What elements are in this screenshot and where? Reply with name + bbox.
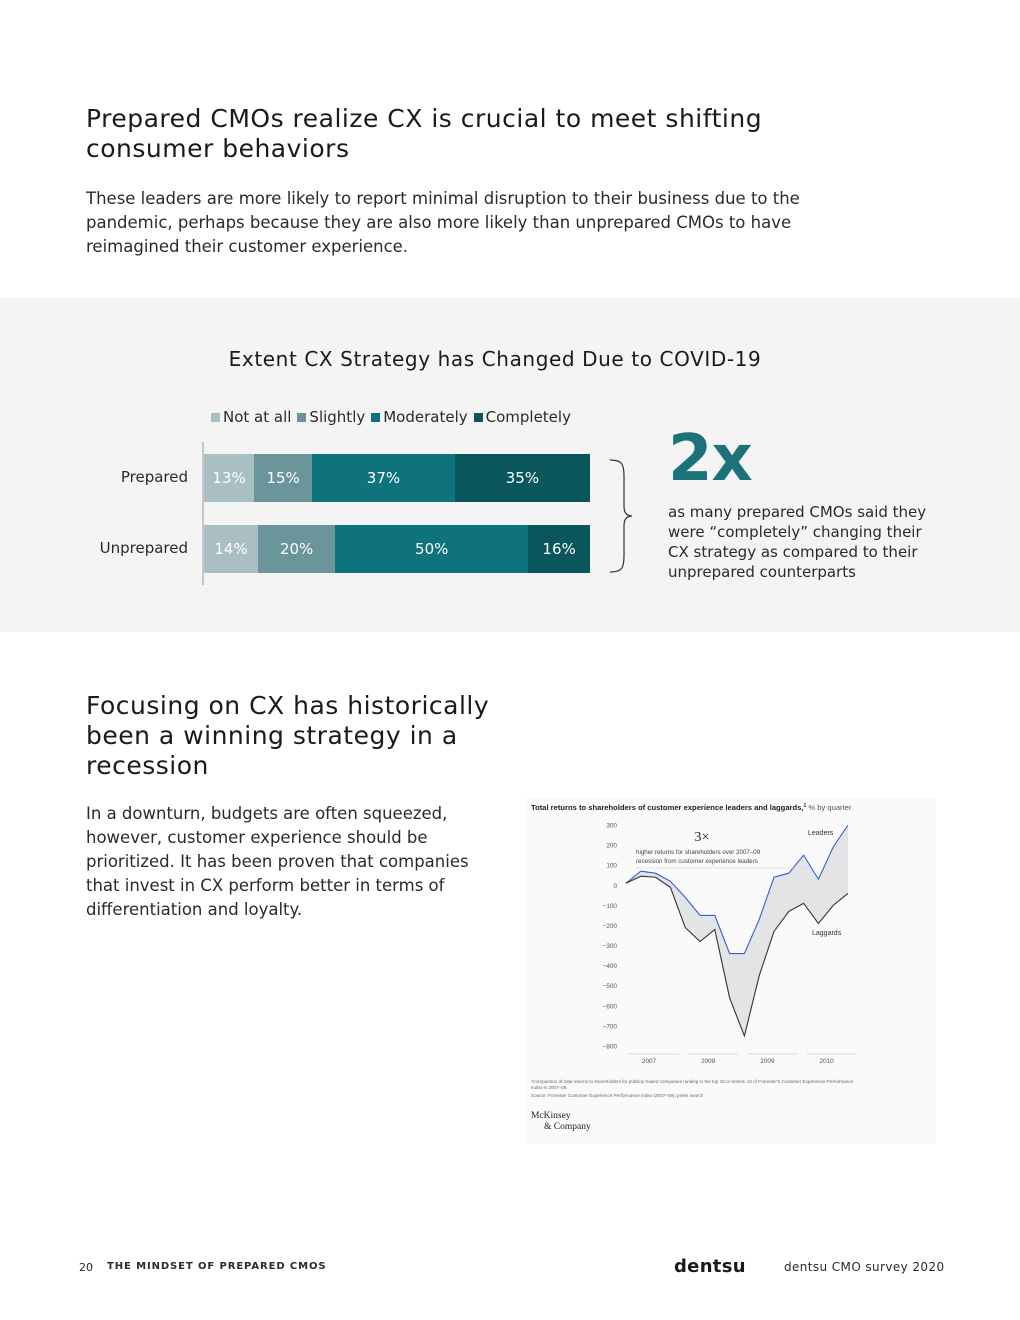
page-number: 20 xyxy=(79,1261,93,1274)
x-tick-label: 2007 xyxy=(641,1058,657,1065)
dentsu-logo: dentsu xyxy=(674,1256,746,1277)
legend-label: Moderately xyxy=(383,408,468,426)
section-intro: These leaders are more likely to report minimal disruption to their business due to the pandemic, perhaps because they are also more likely than unprepared CMOs to have reimagined their customer experience. xyxy=(86,189,800,256)
stat-description: as many prepared CMOs said they were “completely” changing their CX strategy as compared to their unprepared counterparts xyxy=(668,503,927,581)
laggards-label: Laggards xyxy=(812,930,842,937)
bar-segment: 16% xyxy=(528,525,590,573)
bar-segment: 20% xyxy=(258,525,335,573)
legend-swatch xyxy=(297,413,306,422)
section-body-2: In a downturn, budgets are often squeezed, however, customer experience should be prioritized. It has been proven that companies that invest in CX perform better in terms of differentiation and loyalty. xyxy=(86,804,469,919)
x-tick-label: 2008 xyxy=(701,1058,716,1065)
figure-footnote-2: Index in 2007–09. xyxy=(531,1085,568,1090)
brace-icon xyxy=(608,458,634,574)
bar-segment: 14% xyxy=(204,525,258,573)
section-heading-2: Focusing on CX has historically been a winning strategy in a recession xyxy=(86,691,490,780)
figure-callout-big: 3× xyxy=(694,830,710,845)
footer-doc-title: THE MINDSET OF PREPARED CMOS xyxy=(107,1261,327,1272)
figure-title: Total returns to shareholders of customer experience leaders and laggards,$^1$ % by quarter xyxy=(531,803,852,812)
figure-callout-text-2: recession from customer experience leaders xyxy=(636,858,758,865)
legend-swatch xyxy=(371,413,380,422)
legend-item xyxy=(297,408,365,426)
chart-legend xyxy=(211,408,571,426)
y-tick-label: 200 xyxy=(606,842,617,850)
stacked-bar xyxy=(204,525,590,573)
mckinsey-logo: McKinsey xyxy=(531,1111,571,1121)
figure-callout-text-1: higher returns for shareholders over 2007–09 xyxy=(636,849,761,856)
y-tick-label: 300 xyxy=(606,822,617,830)
big-stat: 2x xyxy=(668,422,752,496)
section-heading: Prepared CMOs realize CX is crucial to meet shifting consumer behaviors xyxy=(86,104,763,163)
figure-footnote-1: ¹Comparison of total returns to shareholders for publicly traded companies ranking in the top 10 or bottom 10 of Forrester's Customer Experience Performance xyxy=(531,1079,854,1084)
bar-segment: 37% xyxy=(312,454,455,502)
bar-row-label: Unprepared xyxy=(99,539,188,557)
legend-swatch xyxy=(211,413,220,422)
mckinsey-figure xyxy=(526,798,936,1144)
legend-item xyxy=(211,408,291,426)
legend-item xyxy=(371,408,467,426)
bar-segment: 13% xyxy=(204,454,254,502)
bar-row-label: Prepared xyxy=(120,468,188,486)
bar-segment: 35% xyxy=(455,454,590,502)
y-tick-label: −400 xyxy=(602,963,617,971)
y-tick-label: −700 xyxy=(602,1023,617,1031)
y-tick-label: −200 xyxy=(602,922,617,930)
chart-title: Extent CX Strategy has Changed Due to COVID-19 xyxy=(228,347,762,371)
legend-item xyxy=(474,408,571,426)
y-tick-label: −500 xyxy=(602,983,617,991)
bar-segment: 50% xyxy=(335,525,528,573)
page-footer xyxy=(0,1258,1020,1278)
x-tick-label: 2009 xyxy=(760,1058,775,1065)
figure-footnote-3: Source: Forrester Customer Experience Performance Index (2007–09); press search xyxy=(531,1093,704,1098)
y-tick-label: −800 xyxy=(602,1043,617,1051)
y-tick-label: 100 xyxy=(606,862,617,870)
footer-survey-name: dentsu CMO survey 2020 xyxy=(784,1260,945,1274)
leaders-label: Leaders xyxy=(808,830,834,837)
legend-swatch xyxy=(474,413,483,422)
legend-label: Slightly xyxy=(309,408,366,426)
y-tick-label: −300 xyxy=(602,943,617,951)
mckinsey-logo-line2: & Company xyxy=(544,1122,591,1132)
bar-segment: 15% xyxy=(254,454,312,502)
y-tick-label: 0 xyxy=(613,882,617,890)
legend-label: Not at all xyxy=(223,408,292,426)
y-tick-label: −100 xyxy=(602,902,617,910)
y-tick-label: −600 xyxy=(602,1003,617,1011)
legend-label: Completely xyxy=(485,408,571,426)
stacked-bar xyxy=(204,454,590,502)
returns-chart xyxy=(526,798,936,1144)
x-tick-label: 2010 xyxy=(819,1058,834,1065)
